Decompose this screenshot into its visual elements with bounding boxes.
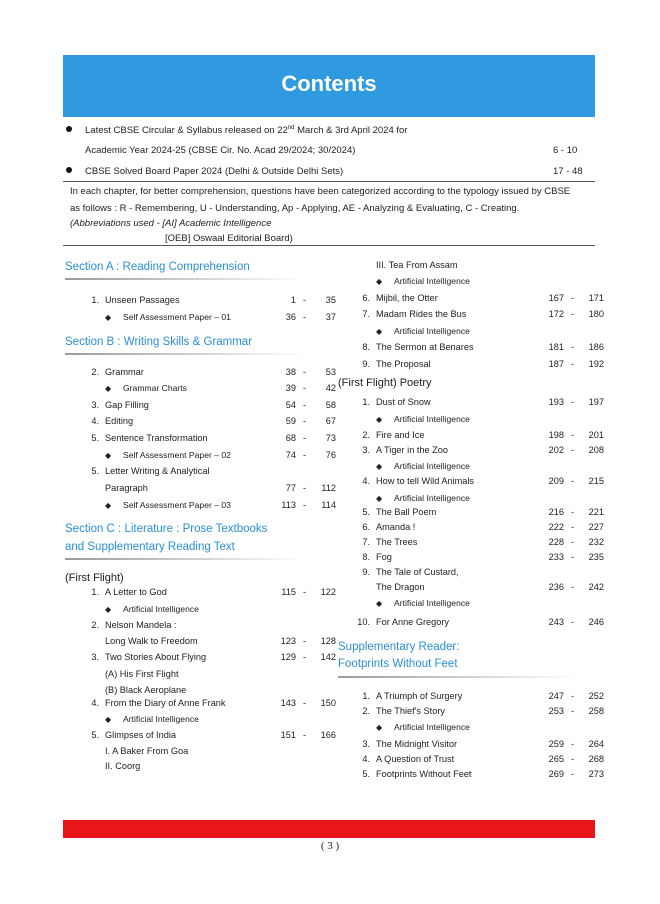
item-title: Artificial Intelligence bbox=[394, 598, 470, 608]
right-toc-item bbox=[356, 309, 608, 323]
page-start: 36 bbox=[285, 312, 296, 322]
page-end: 122 bbox=[320, 587, 336, 597]
item-title: Self Assessment Paper – 01 bbox=[123, 312, 231, 322]
item-title: The Dragon bbox=[376, 582, 425, 592]
item-title: Mijbil, the Otter bbox=[376, 293, 438, 303]
page-dash: - bbox=[571, 476, 575, 486]
right-toc-item bbox=[356, 397, 608, 411]
item-title: How to tell Wild Animals bbox=[376, 476, 475, 486]
item-title: A Letter to God bbox=[105, 587, 167, 597]
page-start: 123 bbox=[280, 636, 296, 646]
page-start: 265 bbox=[548, 754, 564, 764]
page-start: 151 bbox=[280, 730, 296, 740]
item-title: Amanda ! bbox=[376, 522, 416, 532]
page-dash: - bbox=[303, 400, 307, 410]
left-toc-item bbox=[85, 367, 340, 381]
left-toc-item bbox=[85, 636, 340, 650]
page-start: 115 bbox=[281, 587, 296, 597]
right-toc-item bbox=[356, 552, 608, 566]
page-start: 202 bbox=[548, 445, 564, 455]
item-number: 2. bbox=[362, 706, 370, 716]
diamond-bullet-icon: ◆ bbox=[105, 501, 112, 510]
poetry-heading: (First Flight) Poetry bbox=[338, 377, 432, 389]
diamond-bullet-icon: ◆ bbox=[376, 494, 383, 503]
right-toc-item bbox=[356, 445, 608, 459]
page-start: 187 bbox=[548, 359, 564, 369]
item-number: 3. bbox=[362, 445, 370, 455]
supplementary-underline bbox=[338, 676, 578, 678]
page-start: 143 bbox=[280, 698, 296, 708]
page-number: ( 3 ) bbox=[320, 840, 340, 852]
page-end: 150 bbox=[320, 698, 336, 708]
typology-note-3: (Abbreviations used - [AI] Academic Intelligence bbox=[70, 218, 272, 229]
page-dash: - bbox=[571, 537, 575, 547]
right-toc-item bbox=[356, 617, 608, 631]
page-start: 167 bbox=[548, 293, 564, 303]
intro-bullet-1-pages: 6 - 10 bbox=[553, 145, 578, 156]
page-end: 235 bbox=[588, 552, 604, 562]
right-toc-item bbox=[356, 414, 608, 428]
diamond-bullet-icon: ◆ bbox=[376, 415, 383, 424]
page-dash: - bbox=[571, 706, 575, 716]
page-end: 258 bbox=[588, 706, 604, 716]
page-start: 233 bbox=[548, 552, 564, 562]
diamond-bullet-icon: ◆ bbox=[105, 313, 112, 322]
right-toc-item bbox=[356, 706, 608, 720]
item-number: 1. bbox=[91, 295, 99, 305]
right-toc-item bbox=[356, 722, 608, 736]
item-number: 3. bbox=[362, 739, 370, 749]
page-end: 58 bbox=[325, 400, 336, 410]
section-a-underline bbox=[65, 278, 305, 280]
page-start: 259 bbox=[548, 739, 564, 749]
left-toc-item bbox=[85, 483, 340, 497]
item-title: Gap Filling bbox=[105, 400, 149, 410]
item-title: Fog bbox=[376, 552, 392, 562]
diamond-bullet-icon: ◆ bbox=[105, 605, 112, 614]
item-number: 3. bbox=[91, 400, 99, 410]
footer-red-band bbox=[63, 820, 595, 838]
right-toc-item bbox=[356, 582, 608, 596]
page-title: Contents bbox=[281, 71, 377, 96]
page-dash: - bbox=[571, 691, 575, 701]
item-number: 1. bbox=[362, 691, 370, 701]
item-number: 4. bbox=[91, 416, 99, 426]
page-dash: - bbox=[571, 445, 575, 455]
item-title: Artificial Intelligence bbox=[394, 493, 470, 503]
item-title: The Thief's Story bbox=[376, 706, 445, 716]
item-title: Editing bbox=[105, 416, 134, 426]
typology-note-4: [OEB] Oswaal Editorial Board) bbox=[165, 233, 293, 244]
page-start: 243 bbox=[548, 617, 564, 627]
left-toc-item bbox=[85, 416, 340, 430]
item-number: 7. bbox=[362, 309, 370, 319]
page-end: 128 bbox=[320, 636, 336, 646]
item-title: Artificial Intelligence bbox=[394, 414, 470, 424]
page-end: 252 bbox=[588, 691, 604, 701]
item-number: 6. bbox=[362, 522, 370, 532]
page-end: 264 bbox=[588, 739, 604, 749]
right-toc-item bbox=[356, 461, 608, 475]
page-dash: - bbox=[571, 754, 575, 764]
section-b-underline bbox=[65, 353, 305, 355]
right-toc-item bbox=[356, 567, 608, 581]
page-start: 38 bbox=[285, 367, 296, 377]
left-toc-item bbox=[85, 761, 340, 775]
first-flight-heading: (First Flight) bbox=[65, 572, 124, 584]
page-dash: - bbox=[303, 383, 307, 393]
page-end: 201 bbox=[588, 430, 604, 440]
item-title: A Question of Trust bbox=[376, 754, 455, 764]
page-end: 42 bbox=[325, 383, 336, 393]
item-title: Fire and Ice bbox=[376, 430, 425, 440]
left-toc-item bbox=[85, 312, 340, 326]
left-toc-item bbox=[85, 669, 340, 683]
page-end: 232 bbox=[588, 537, 604, 547]
right-toc-item bbox=[356, 476, 608, 490]
item-number: 8. bbox=[362, 552, 370, 562]
intro-bullet-2 bbox=[66, 166, 343, 177]
left-toc-item bbox=[85, 730, 340, 744]
page-start: 113 bbox=[281, 500, 296, 510]
item-title: (A) His First Flight bbox=[105, 669, 179, 679]
item-title: Letter Writing & Analytical bbox=[105, 466, 210, 476]
item-title: Dust of Snow bbox=[376, 397, 431, 407]
diamond-bullet-icon: ◆ bbox=[376, 327, 383, 336]
right-toc-item bbox=[356, 276, 608, 290]
page-dash: - bbox=[571, 309, 575, 319]
item-title: Glimpses of India bbox=[105, 730, 176, 740]
page-dash: - bbox=[303, 295, 307, 305]
page-end: 67 bbox=[325, 416, 336, 426]
page-end: 73 bbox=[325, 433, 336, 443]
divider-top bbox=[63, 181, 595, 182]
page-dash: - bbox=[571, 397, 575, 407]
right-toc-item bbox=[356, 293, 608, 307]
left-toc-item bbox=[85, 587, 340, 601]
item-title: Two Stories About Flying bbox=[105, 652, 207, 662]
item-title: Footprints Without Feet bbox=[376, 769, 472, 779]
item-number: 8. bbox=[362, 342, 370, 352]
page-start: 236 bbox=[548, 582, 564, 592]
intro-bullet-1-line2: Academic Year 2024-25 (CBSE Cir. No. Acad 29/2024; 30/2024) bbox=[85, 145, 356, 156]
right-toc-item bbox=[356, 754, 608, 768]
left-toc-item bbox=[85, 604, 340, 618]
item-title: Self Assessment Paper – 02 bbox=[123, 450, 231, 460]
page-end: 273 bbox=[588, 769, 604, 779]
bullet-icon bbox=[66, 167, 72, 173]
page-end: 166 bbox=[320, 730, 336, 740]
right-toc-item bbox=[356, 430, 608, 444]
right-toc-item bbox=[356, 691, 608, 705]
item-title: A Tiger in the Zoo bbox=[376, 445, 449, 455]
page-end: 246 bbox=[588, 617, 604, 627]
bullet-2-text: CBSE Solved Board Paper 2024 (Delhi & Outside Delhi Sets) bbox=[85, 166, 344, 177]
page-dash: - bbox=[571, 430, 575, 440]
section-c-underline bbox=[65, 558, 305, 560]
item-title: Artificial Intelligence bbox=[394, 722, 470, 732]
page-start: 77 bbox=[285, 483, 296, 493]
page-dash: - bbox=[303, 636, 307, 646]
section-c-heading-1: Section C : Literature : Prose Textbooks bbox=[65, 523, 268, 535]
section-c-heading-2: and Supplementary Reading Text bbox=[65, 541, 235, 553]
item-number: 5. bbox=[91, 433, 99, 443]
page-end: 268 bbox=[588, 754, 604, 764]
item-title: Madam Rides the Bus bbox=[376, 309, 467, 319]
page-end: 112 bbox=[321, 483, 336, 493]
left-toc-item bbox=[85, 295, 340, 309]
page-start: 253 bbox=[548, 706, 564, 716]
page-dash: - bbox=[303, 433, 307, 443]
diamond-bullet-icon: ◆ bbox=[376, 599, 383, 608]
page-end: 180 bbox=[588, 309, 604, 319]
right-toc-item bbox=[356, 537, 608, 551]
page-start: 209 bbox=[548, 476, 564, 486]
left-toc-item bbox=[85, 685, 340, 699]
page-start: 59 bbox=[285, 416, 296, 426]
left-toc-item bbox=[85, 652, 340, 666]
page-start: 216 bbox=[548, 507, 564, 517]
diamond-bullet-icon: ◆ bbox=[105, 451, 112, 460]
right-toc-item bbox=[356, 769, 608, 783]
section-b-heading: Section B : Writing Skills & Grammar bbox=[65, 336, 253, 348]
page-end: 37 bbox=[325, 312, 336, 322]
item-title: II. Coorg bbox=[105, 761, 141, 771]
right-toc-item bbox=[356, 342, 608, 356]
left-toc-item bbox=[85, 714, 340, 728]
item-title: Artificial Intelligence bbox=[123, 604, 199, 614]
page-end: 197 bbox=[588, 397, 604, 407]
page-dash: - bbox=[571, 552, 575, 562]
item-number: 4. bbox=[362, 754, 370, 764]
right-toc-item bbox=[356, 359, 608, 373]
page-end: 53 bbox=[325, 367, 336, 377]
page-dash: - bbox=[571, 582, 575, 592]
page-start: 228 bbox=[548, 537, 564, 547]
page-start: 193 bbox=[548, 397, 564, 407]
item-title: For Anne Gregory bbox=[376, 617, 450, 627]
item-title: Artificial Intelligence bbox=[394, 461, 470, 471]
item-number: 2. bbox=[91, 367, 99, 377]
left-toc-item bbox=[85, 620, 340, 634]
supplementary-heading-1: Supplementary Reader: bbox=[338, 641, 460, 653]
item-number: 5. bbox=[91, 730, 99, 740]
page-dash: - bbox=[303, 652, 307, 662]
item-title: Artificial Intelligence bbox=[394, 326, 470, 336]
page-end: 114 bbox=[321, 500, 336, 510]
page-start: 54 bbox=[285, 400, 296, 410]
contents-banner bbox=[63, 55, 595, 117]
page-start: 68 bbox=[285, 433, 296, 443]
item-title: Artificial Intelligence bbox=[123, 714, 199, 724]
diamond-bullet-icon: ◆ bbox=[105, 715, 112, 724]
item-number: 10. bbox=[357, 617, 370, 627]
page-end: 227 bbox=[588, 522, 604, 532]
item-title: Grammar bbox=[105, 367, 144, 377]
item-title: A Triumph of Surgery bbox=[376, 691, 463, 701]
item-title: (B) Black Aeroplane bbox=[105, 685, 187, 695]
right-toc-item bbox=[356, 260, 608, 274]
left-toc-item bbox=[85, 746, 340, 760]
page-end: 242 bbox=[588, 582, 604, 592]
bullet-1-text-a: Latest CBSE Circular & Syllabus released on 22 bbox=[85, 125, 288, 136]
item-number: 4. bbox=[362, 476, 370, 486]
page-start: 269 bbox=[548, 769, 564, 779]
intro-bullet-1 bbox=[66, 125, 407, 136]
left-toc-item bbox=[85, 383, 340, 397]
page-dash: - bbox=[571, 507, 575, 517]
page-start: 74 bbox=[285, 450, 296, 460]
page-dash: - bbox=[303, 500, 307, 510]
page-dash: - bbox=[303, 483, 307, 493]
page-end: 171 bbox=[588, 293, 604, 303]
page-end: 221 bbox=[588, 507, 604, 517]
diamond-bullet-icon: ◆ bbox=[376, 723, 383, 732]
item-title: III. Tea From Assam bbox=[376, 260, 458, 270]
item-title: The Trees bbox=[376, 537, 418, 547]
item-number: 9. bbox=[362, 567, 370, 577]
page-dash: - bbox=[303, 367, 307, 377]
left-toc-item bbox=[85, 698, 340, 712]
page-start: 198 bbox=[548, 430, 564, 440]
page-dash: - bbox=[571, 769, 575, 779]
page-end: 35 bbox=[325, 295, 336, 305]
page-dash: - bbox=[571, 617, 575, 627]
page-dash: - bbox=[303, 450, 307, 460]
page-dash: - bbox=[303, 698, 307, 708]
section-a-heading: Section A : Reading Comprehension bbox=[65, 261, 250, 273]
right-toc-item bbox=[356, 598, 608, 612]
page-start: 39 bbox=[285, 383, 296, 393]
page-end: 215 bbox=[588, 476, 604, 486]
left-toc-item bbox=[85, 450, 340, 464]
item-title: Sentence Transformation bbox=[105, 433, 208, 443]
item-number: 6. bbox=[362, 293, 370, 303]
item-title: Unseen Passages bbox=[105, 295, 180, 305]
item-title: The Ball Poem bbox=[376, 507, 437, 517]
item-number: 5. bbox=[362, 769, 370, 779]
item-number: 7. bbox=[362, 537, 370, 547]
page-start: 172 bbox=[548, 309, 564, 319]
page-start: 247 bbox=[548, 691, 564, 701]
page-start: 181 bbox=[548, 342, 564, 352]
page-dash: - bbox=[571, 522, 575, 532]
diamond-bullet-icon: ◆ bbox=[376, 277, 383, 286]
item-title: The Sermon at Benares bbox=[376, 342, 474, 352]
item-title: Long Walk to Freedom bbox=[105, 636, 198, 646]
item-title: The Midnight Visitor bbox=[376, 739, 458, 749]
page-dash: - bbox=[303, 730, 307, 740]
item-title: Paragraph bbox=[105, 483, 148, 493]
right-toc-item bbox=[356, 739, 608, 753]
bullet-1-sup: nd bbox=[287, 125, 295, 131]
item-number: 5. bbox=[362, 507, 370, 517]
page-dash: - bbox=[571, 293, 575, 303]
item-title: Artificial Intelligence bbox=[394, 276, 470, 286]
typology-note-2: as follows : R - Remembering, U - Understanding, Ap - Applying, AE - Analyzing & Evaluating, C - Creating. bbox=[70, 203, 520, 214]
intro-bullet-2-pages: 17 - 48 bbox=[553, 166, 583, 177]
page-end: 142 bbox=[320, 652, 336, 662]
page-start: 129 bbox=[280, 652, 296, 662]
item-number: 2. bbox=[91, 620, 99, 630]
typology-note-1: In each chapter, for better comprehension, questions have been categorized according to the typology issued by CBSE bbox=[70, 186, 571, 197]
page-dash: - bbox=[571, 359, 575, 369]
page-end: 208 bbox=[588, 445, 604, 455]
diamond-bullet-icon: ◆ bbox=[376, 462, 383, 471]
item-number: 1. bbox=[362, 397, 370, 407]
page-start: 1 bbox=[290, 295, 296, 305]
page-dash: - bbox=[571, 739, 575, 749]
page-dash: - bbox=[303, 416, 307, 426]
item-title: The Proposal bbox=[376, 359, 431, 369]
divider-bottom bbox=[63, 245, 595, 246]
item-number: 4. bbox=[91, 698, 99, 708]
bullet-1-text-b: March & 3rd April 2024 for bbox=[294, 125, 408, 136]
page-start: 222 bbox=[548, 522, 564, 532]
left-toc-item bbox=[85, 500, 340, 514]
item-title: Nelson Mandela : bbox=[105, 620, 177, 630]
page-dash: - bbox=[303, 312, 307, 322]
page-dash: - bbox=[571, 342, 575, 352]
bullet-icon bbox=[66, 126, 72, 132]
page-dash: - bbox=[303, 587, 307, 597]
right-toc-item bbox=[356, 493, 608, 507]
right-toc-item bbox=[356, 507, 608, 521]
item-number: 2. bbox=[362, 430, 370, 440]
item-title: Grammar Charts bbox=[123, 383, 187, 393]
item-title: I. A Baker From Goa bbox=[105, 746, 189, 756]
left-toc-item bbox=[85, 400, 340, 414]
item-number: 1. bbox=[91, 587, 99, 597]
left-toc-item bbox=[85, 433, 340, 447]
supplementary-heading-2: Footprints Without Feet bbox=[338, 658, 458, 670]
item-number: 5. bbox=[91, 466, 99, 476]
item-title: Self Assessment Paper – 03 bbox=[123, 500, 231, 510]
item-number: 9. bbox=[362, 359, 370, 369]
page-end: 186 bbox=[588, 342, 604, 352]
page-end: 192 bbox=[588, 359, 604, 369]
diamond-bullet-icon: ◆ bbox=[105, 384, 112, 393]
right-toc-item bbox=[356, 522, 608, 536]
page-end: 76 bbox=[325, 450, 336, 460]
item-title: From the Diary of Anne Frank bbox=[105, 698, 226, 708]
left-toc-item bbox=[85, 466, 340, 480]
right-toc-item bbox=[356, 326, 608, 340]
item-number: 3. bbox=[91, 652, 99, 662]
item-title: The Tale of Custard, bbox=[376, 567, 459, 577]
